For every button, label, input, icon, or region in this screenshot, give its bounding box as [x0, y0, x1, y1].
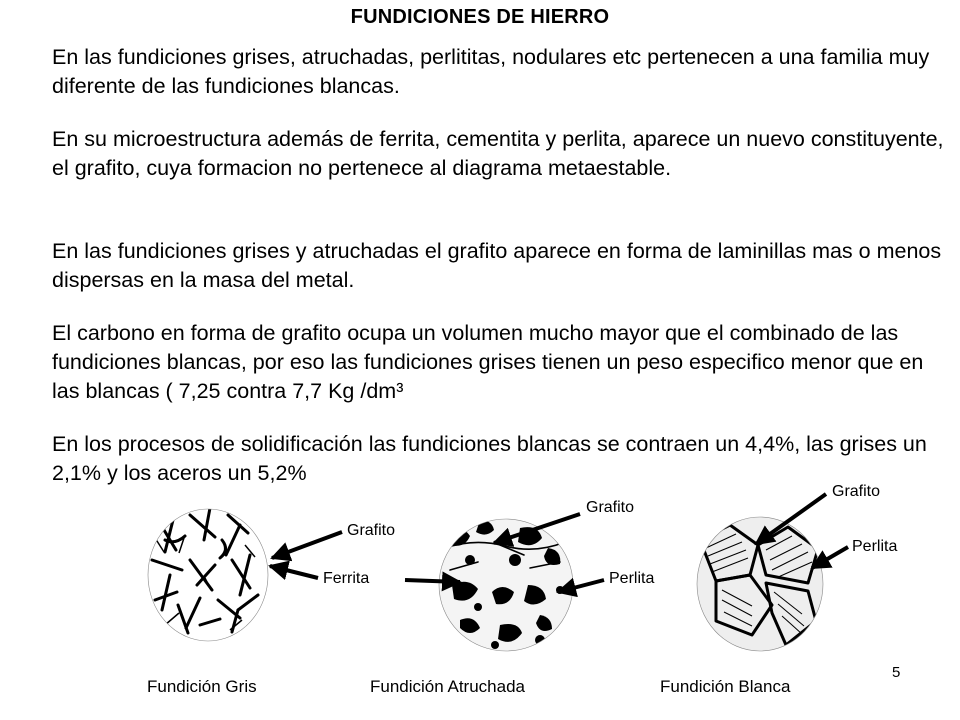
paragraph-3: En las fundiciones grises y atruchadas el grafito aparece en forma de laminillas mas o menos dispersas en la masa del metal.: [52, 239, 942, 292]
slide-number: 5: [892, 664, 901, 681]
label-atruchada-grafito: Grafito: [586, 499, 635, 516]
paragraph-1: En las fundiciones grises, atruchadas, perlititas, nodulares etc pertenecen a una familia muy diferente de las fundiciones blancas.: [52, 45, 930, 98]
caption-gris: Fundición Gris: [147, 677, 257, 696]
slide-title: FUNDICIONES DE HIERRO: [350, 6, 610, 28]
caption-atruchada: Fundición Atruchada: [370, 677, 525, 696]
label-blanca-grafito: Grafito: [832, 483, 881, 500]
label-atruchada-perlita: Perlita: [609, 570, 655, 587]
caption-blanca: Fundición Blanca: [660, 677, 791, 696]
label-gris-ferrita: Ferrita: [323, 570, 370, 587]
paragraph-4: El carbono en forma de grafito ocupa un volumen mucho mayor que el combinado de las fundiciones blancas, por eso las fundiciones grises tienen un peso especifico menor que en las blancas ( 7,25 contra 7,7 Kg /dm³: [52, 321, 924, 403]
label-blanca-perlita: Perlita: [852, 538, 898, 555]
paragraph-5: En los procesos de solidificación las fundiciones blancas se contraen un 4,4%, las grises un 2,1% y los aceros un 5,2%: [52, 432, 927, 485]
paragraph-2: En su microestructura además de ferrita, cementita y perlita, aparece un nuevo constituyente, el grafito, cuya formacion no pertenece al diagrama metaestable.: [52, 127, 944, 180]
micrograph-blanca: [697, 517, 823, 651]
label-gris-grafito: Grafito: [347, 522, 396, 539]
